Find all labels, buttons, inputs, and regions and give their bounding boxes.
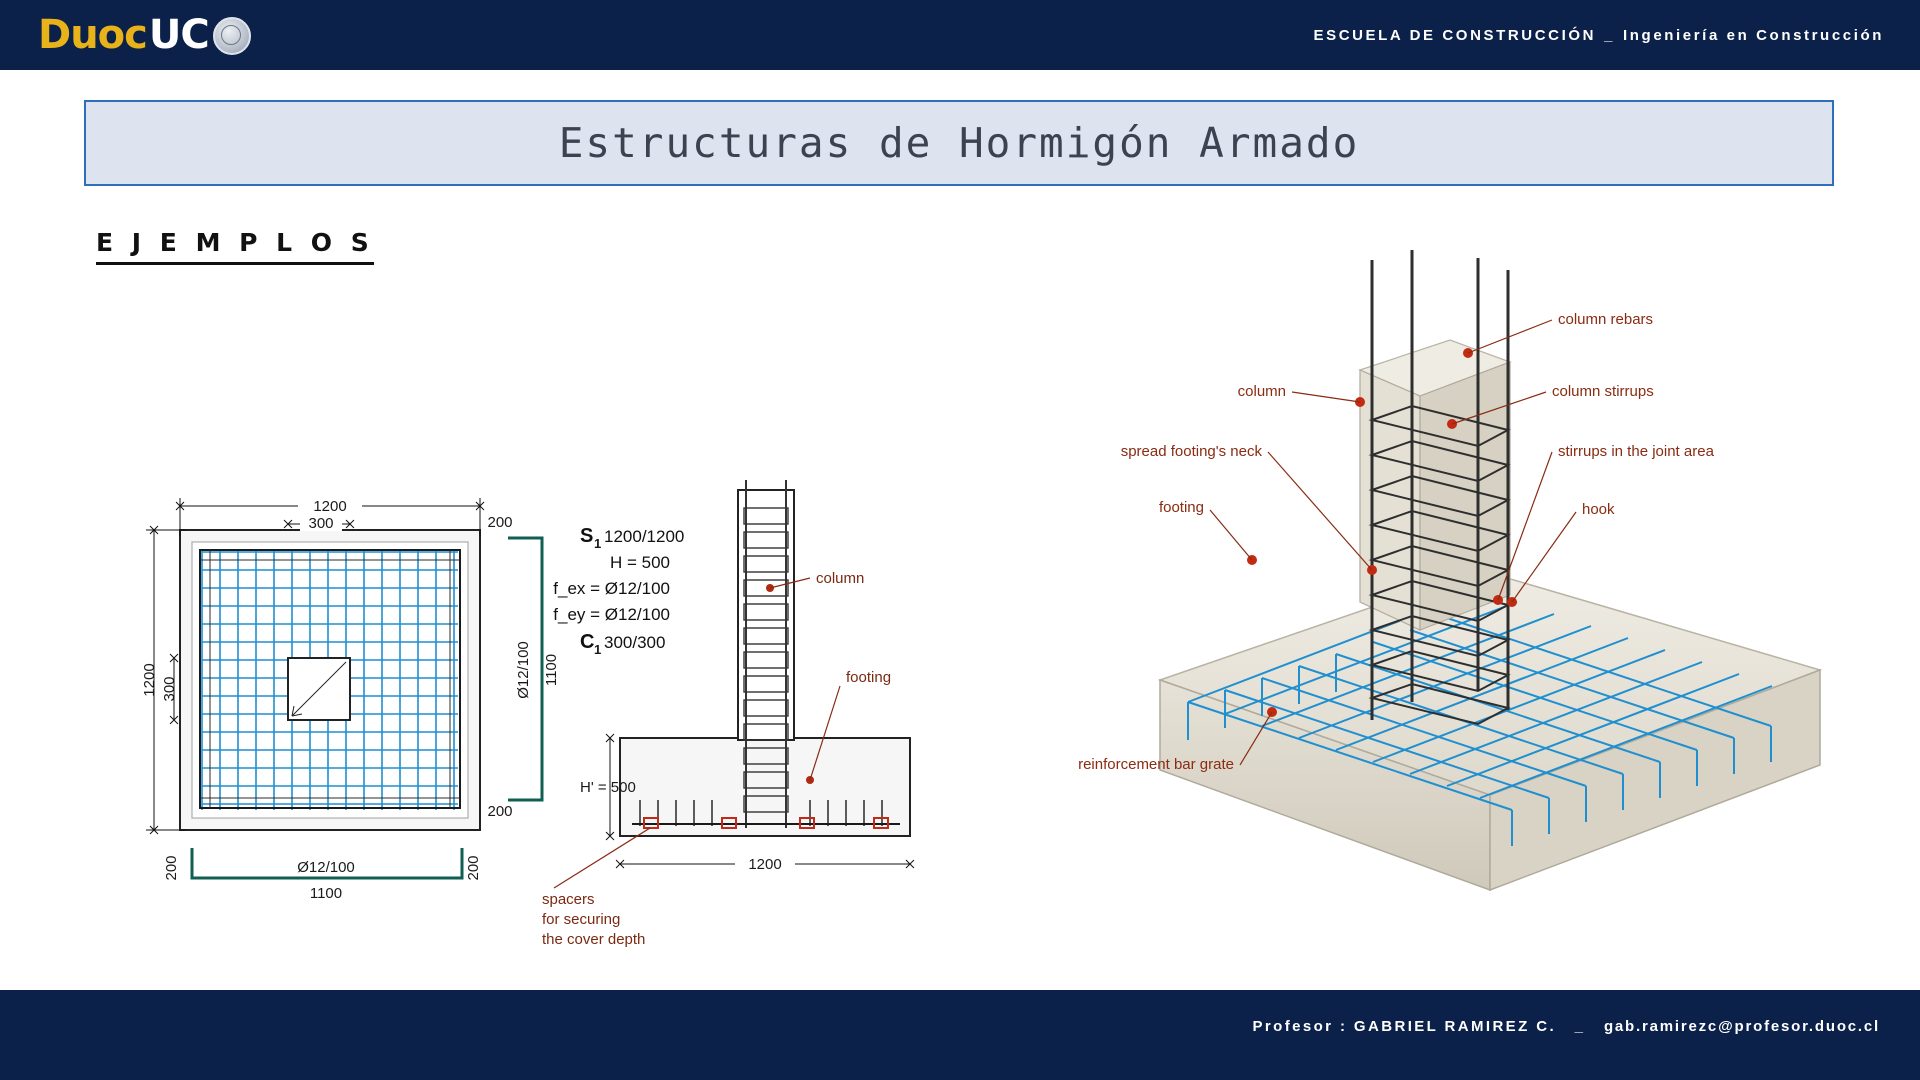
spec-tag: S (580, 525, 594, 547)
spec-column-tag-sub: 1 (594, 642, 602, 657)
dim-bar-bottom-right: 200 (465, 855, 482, 881)
bar-label-right: Ø12/100 (515, 641, 532, 699)
dim-bar-right-length: 1100 (543, 653, 560, 687)
dim-bar-bottom-left: 200 (163, 855, 180, 881)
footer-email: gab.ramirezc@profesor.duoc.cl (1603, 1018, 1880, 1035)
spec-fex: f_ex = Ø12/100 (553, 579, 670, 598)
callout-spacers-line2: for securing (542, 911, 621, 928)
slide-title-box (84, 100, 1834, 186)
dim-plan-top-outer: 1200 (313, 498, 347, 515)
figure-3d-footing (1060, 250, 1880, 980)
bar-label-bottom: Ø12/100 (297, 859, 355, 876)
header-bar (0, 0, 1920, 70)
label-spread-footing-neck: spread footing's neck (1120, 443, 1262, 460)
dim-section-h-prime: H' = 500 (580, 779, 636, 796)
spec-size: 1200/1200 (604, 527, 685, 546)
dim-plan-left-inner: 300 (161, 676, 178, 702)
dim-bar-right-bottom: 200 (487, 803, 513, 820)
header-career-name: Ingeniería en Construcción (1623, 26, 1884, 44)
dim-plan-left-outer: 1200 (141, 663, 158, 697)
section-heading: E J E M P L O S (96, 228, 374, 265)
dim-bar-bottom-length: 1100 (309, 885, 343, 902)
spec-fey: f_ey = Ø12/100 (553, 605, 670, 624)
callout-spacers-line3: the cover depth (542, 931, 646, 948)
label-footing: footing (1158, 499, 1204, 516)
label-hook: hook (1582, 501, 1615, 518)
callout-column: column (816, 570, 865, 587)
spec-tag-sub: 1 (594, 536, 602, 551)
label-reinforcement-bar-grate: reinforcement bar grate (1078, 756, 1234, 773)
label-stirrups-joint: stirrups in the joint area (1558, 443, 1714, 460)
logo-duoc-text: Duoc (38, 12, 147, 58)
footer-professor: Profesor : GABRIEL RAMIREZ C. (1252, 1018, 1557, 1035)
header-logo-area (0, 0, 320, 70)
spec-height: H = 500 (609, 553, 670, 572)
footer-text (1253, 1018, 1880, 1035)
spec-column-size: 300/300 (604, 633, 666, 652)
callout-footing: footing (846, 669, 892, 686)
footer-bar (0, 990, 1920, 1080)
dim-plan-top-inner: 300 (308, 515, 334, 532)
figure-footing-plan-section (110, 480, 990, 960)
footer-separator: _ (1574, 1018, 1586, 1035)
duoc-uc-logo (38, 12, 251, 58)
page-title: Estructuras de Hormigón Armado (558, 119, 1360, 167)
label-column-rebars: column rebars (1558, 311, 1654, 328)
spec-column-tag: C (580, 631, 595, 653)
header-separator: _ (1604, 26, 1616, 44)
label-column-stirrups: column stirrups (1552, 383, 1654, 400)
dim-bar-right-top: 200 (487, 514, 513, 531)
label-column: column (1237, 383, 1286, 400)
logo-uc-text: UC (148, 12, 209, 58)
dim-section-bottom: 1200 (748, 856, 782, 873)
footer-divider (0, 982, 1920, 990)
header-school-text (1313, 0, 1884, 70)
header-school-name: ESCUELA DE CONSTRUCCIÓN (1313, 26, 1597, 44)
callout-spacers-line1: spacers (542, 891, 595, 908)
duoc-seal-icon (213, 17, 251, 55)
